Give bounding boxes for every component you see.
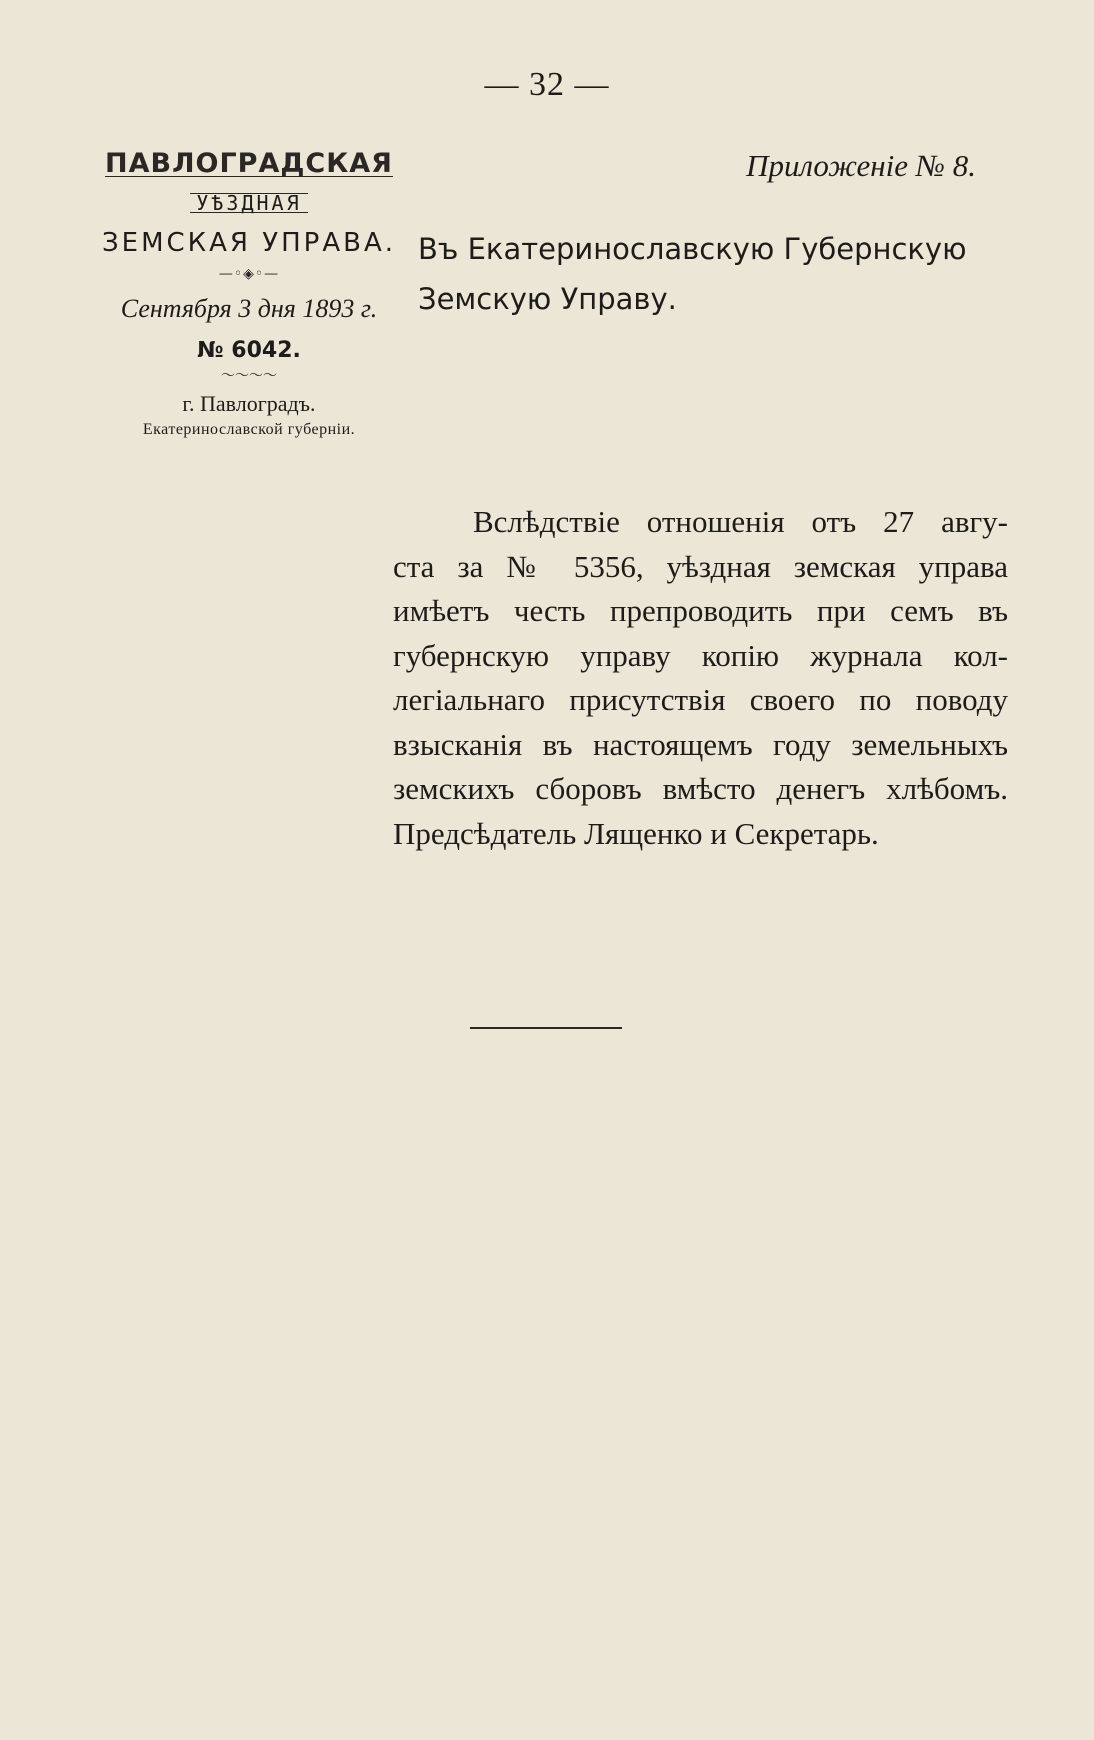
body-line: ста за № 5356, уѣздная земская управа	[393, 548, 1008, 584]
addressee-line: Земскую Управу.	[418, 282, 677, 316]
body-line: губернскую управу копію журнала кол-	[393, 637, 1008, 673]
closing-rule	[470, 1027, 622, 1029]
addressee	[418, 224, 1008, 324]
body-line: имѣетъ честь препроводить при семъ въ	[393, 593, 1008, 628]
letterhead-ornament: —◦◈◦—	[218, 266, 280, 282]
page-number: — 32 —	[484, 66, 610, 103]
letterhead-province: Екатеринославской губерніи.	[142, 421, 356, 438]
letter-body	[393, 500, 1008, 856]
letterhead-org: ПАВЛОГРАДСКАЯ	[105, 148, 393, 179]
letterhead-date: Сентября 3 дня 1893 г.	[120, 294, 378, 323]
letterhead-city: г. Павлоградъ.	[182, 391, 316, 416]
body-line: Вслѣдствіе отношенія отъ 27 авгу-	[473, 504, 1008, 539]
letterhead-county: УѢЗДНАЯ	[190, 193, 307, 213]
letterhead-board: ЗЕМСКАЯ УПРАВА.	[101, 228, 396, 258]
letterhead-wave-ornament: 〜〜〜〜	[221, 368, 277, 384]
body-line: взысканія въ настоящемъ году земельныхъ	[393, 726, 1008, 762]
addressee-line: Въ Екатеринославскую Губернскую	[418, 232, 967, 266]
body-line: земскихъ сборовъ вмѣсто денегъ хлѣбомъ.	[393, 771, 1008, 806]
appendix-label: Приложеніе № 8.	[746, 148, 976, 183]
letterhead	[90, 148, 408, 439]
body-line: легіальнаго присутствія своего по поводу	[393, 682, 1008, 717]
body-line: Предсѣдатель Лященко и Секретарь.	[393, 815, 879, 851]
letterhead-number: № 6042.	[197, 338, 301, 363]
